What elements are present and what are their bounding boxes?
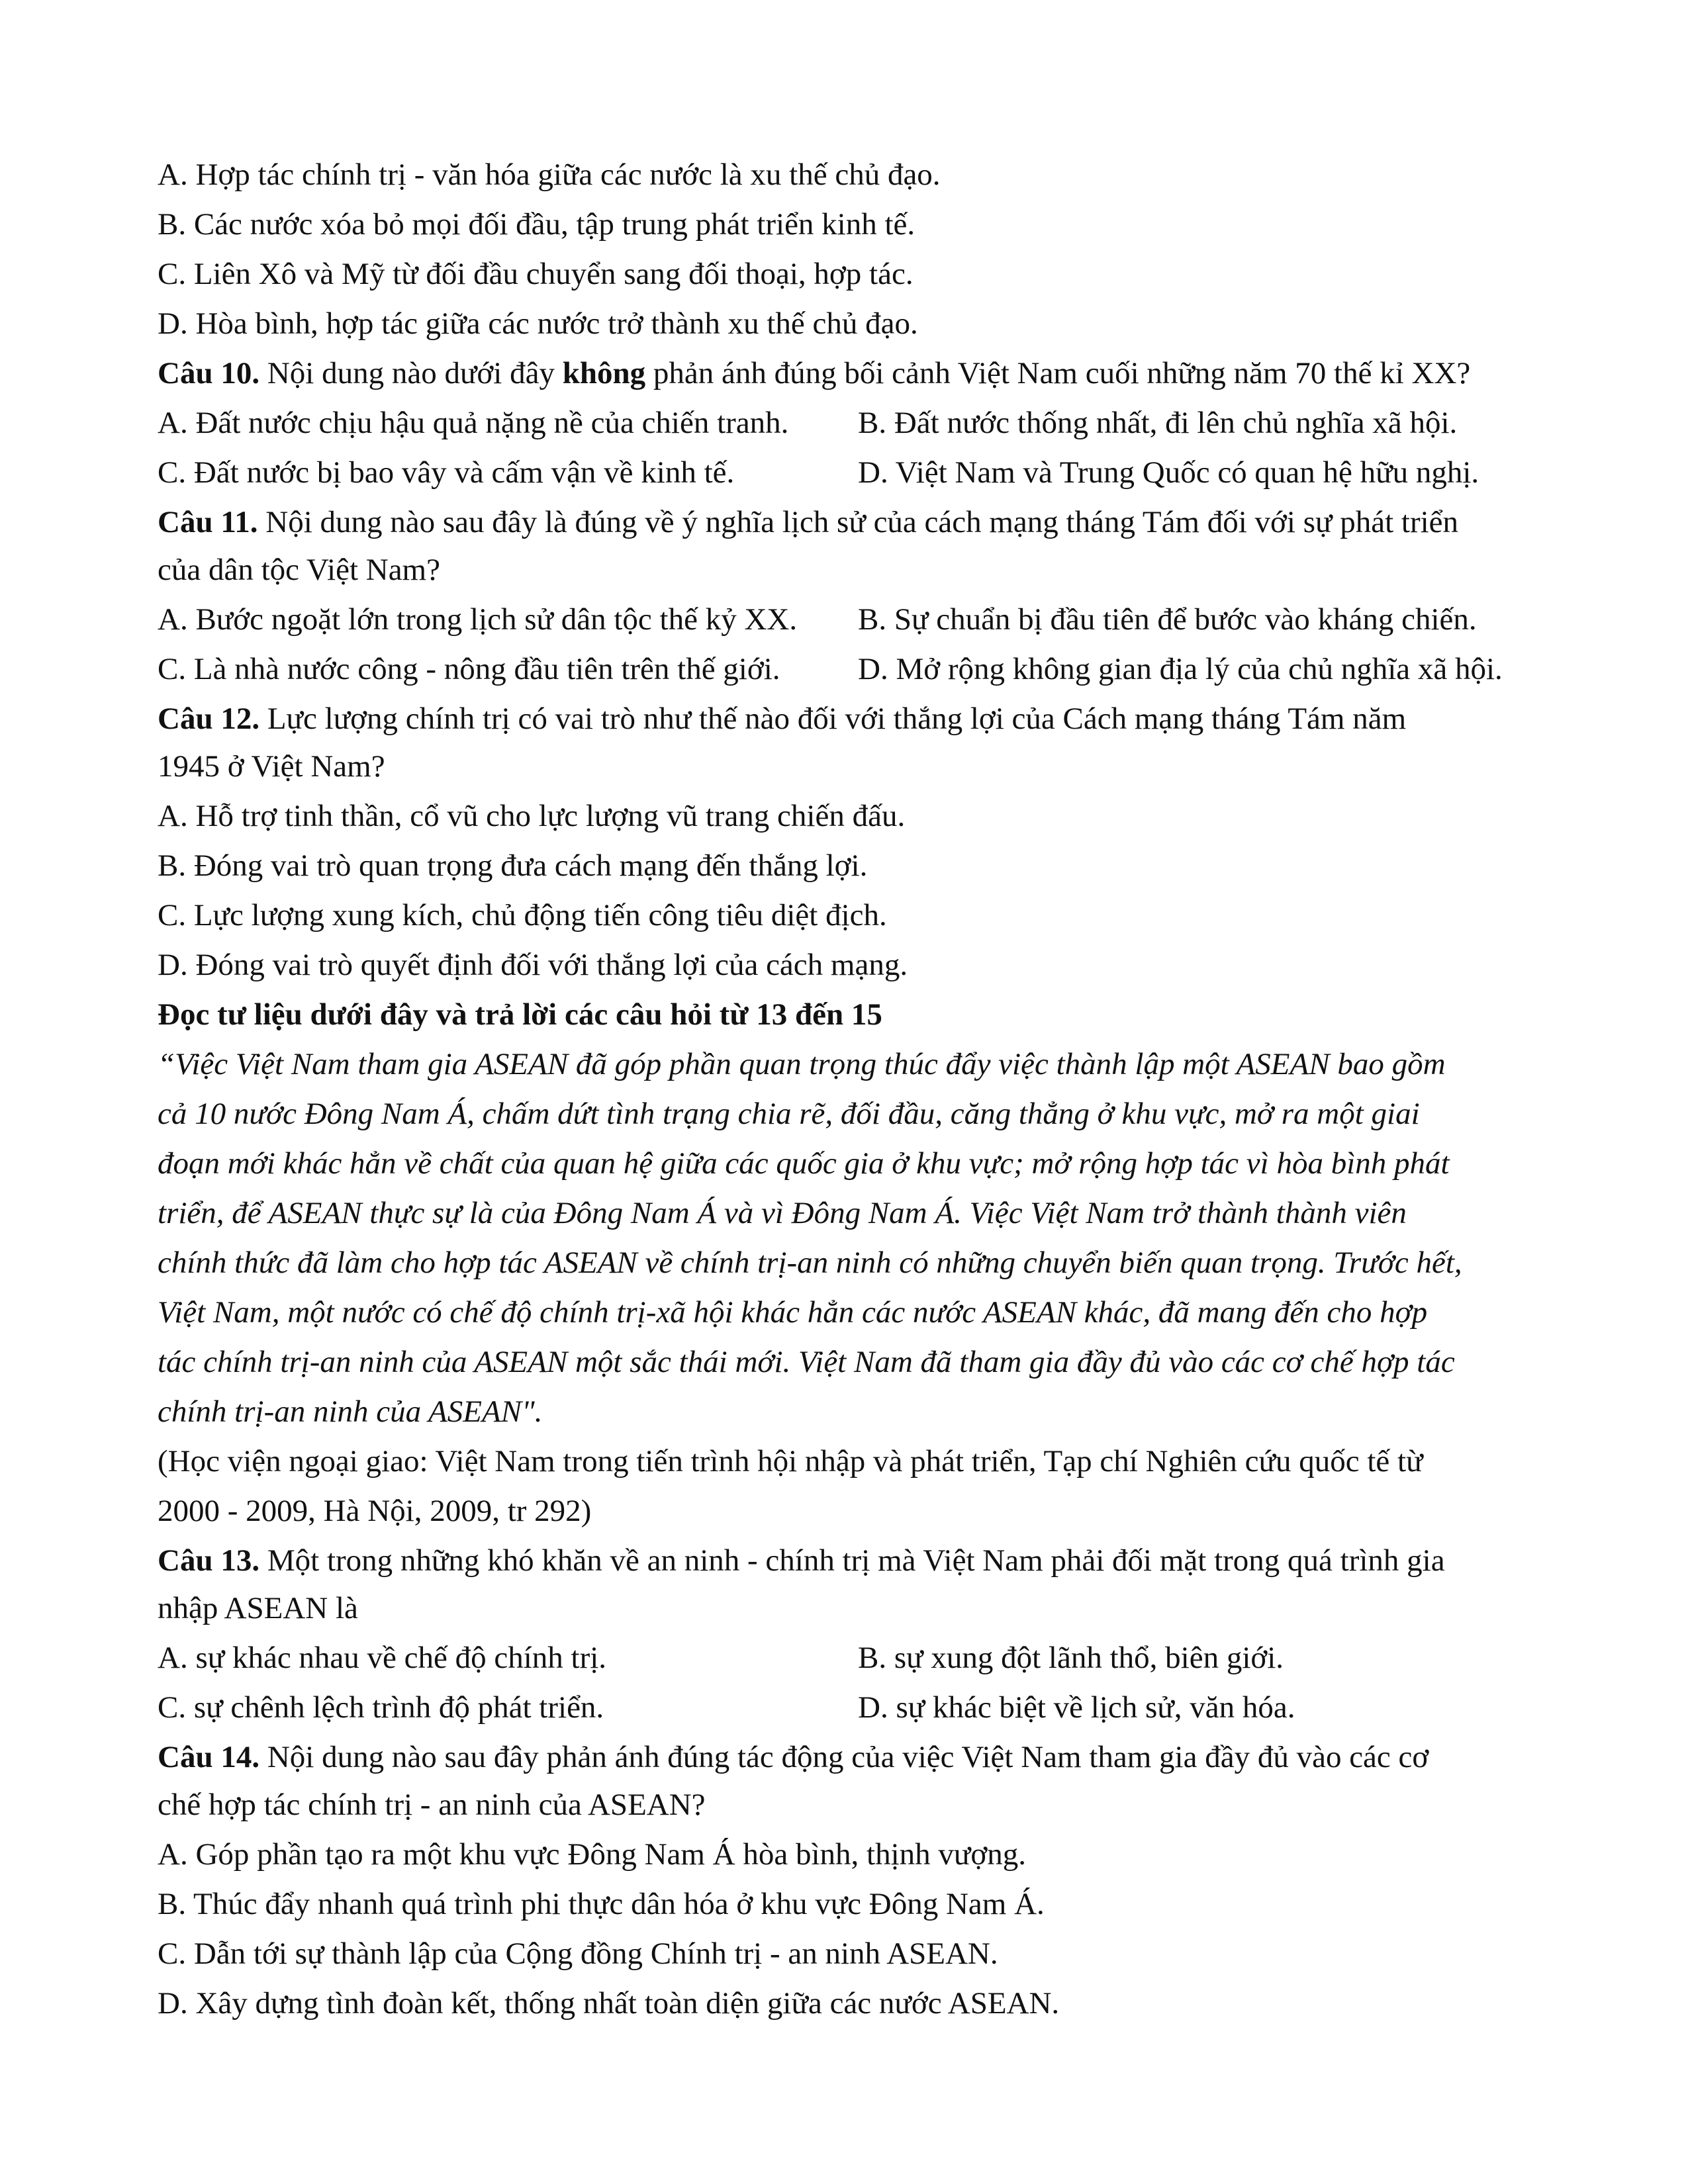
passage-line-6: Việt Nam, một nước có chế độ chính trị-xã hội khác hẳn các nước ASEAN khác, đã mang đến cho hợp (158, 1295, 1428, 1330)
q14-stem-line-2: chế hợp tác chính trị - an ninh của ASEAN? (158, 1788, 706, 1822)
q13-option-d: D. sự khác biệt về lịch sử, văn hóa. (858, 1690, 1295, 1725)
q10-option-c: C. Đất nước bị bao vây và cấm vận về kinh tế. (158, 455, 735, 490)
q12-option-a: A. Hỗ trợ tinh thần, cổ vũ cho lực lượng vũ trang chiến đấu. (158, 799, 906, 833)
q12-number: Câu 12. (158, 702, 260, 736)
passage-line-5: chính thức đã làm cho hợp tác ASEAN về chính trị-an ninh có những chuyển biến quan trọng. Trước hết, (158, 1246, 1462, 1280)
q9-option-c: C. Liên Xô và Mỹ từ đối đầu chuyển sang đối thoại, hợp tác. (158, 257, 914, 291)
q10-number: Câu 10. (158, 356, 260, 390)
passage-line-7: tác chính trị-an ninh của ASEAN một sắc thái mới. Việt Nam đã tham gia đầy đủ vào các cơ chế hợp tác (158, 1345, 1455, 1379)
q14-option-d: D. Xây dựng tình đoàn kết, thống nhất toàn diện giữa các nước ASEAN. (158, 1986, 1060, 2021)
q10-options-row-1 (158, 404, 1541, 441)
q14-option-b: B. Thúc đẩy nhanh quá trình phi thực dân hóa ở khu vực Đông Nam Á. (158, 1887, 1045, 1921)
q13-stem-text: Một trong những khó khăn về an ninh - chính trị mà Việt Nam phải đối mặt trong quá trình gia (259, 1543, 1445, 1578)
q13-option-a: A. sự khác nhau về chế độ chính trị. (158, 1641, 607, 1675)
q13-stem-line-1 (158, 1542, 1541, 1579)
passage-line-2: cả 10 nước Đông Nam Á, chấm dứt tình trạng chia rẽ, đối đầu, căng thẳng ở khu vực, mở ra một giai (158, 1097, 1420, 1131)
q11-option-b: B. Sự chuẩn bị đầu tiên để bước vào kháng chiến. (858, 602, 1477, 637)
q11-stem-line-2: của dân tộc Việt Nam? (158, 553, 440, 587)
q10-option-a: A. Đất nước chịu hậu quả nặng nề của chiến tranh. (158, 406, 789, 440)
q12-stem-text: Lực lượng chính trị có vai trò như thế nào đối với thắng lợi của Cách mạng tháng Tám năm (259, 702, 1407, 736)
q12-stem-line-1 (158, 700, 1541, 737)
q10-stem (158, 355, 1541, 392)
q13-options-row-1 (158, 1639, 1541, 1676)
q13-number: Câu 13. (158, 1543, 260, 1578)
q10-option-b: B. Đất nước thống nhất, đi lên chủ nghĩa xã hội. (858, 406, 1458, 440)
q10-option-d: D. Việt Nam và Trung Quốc có quan hệ hữu nghị. (858, 455, 1479, 490)
q14-stem-text: Nội dung nào sau đây phản ánh đúng tác động của việc Việt Nam tham gia đầy đủ vào các cơ (259, 1740, 1429, 1774)
q9-option-a: A. Hợp tác chính trị - văn hóa giữa các nước là xu thế chủ đạo. (158, 158, 941, 192)
q14-stem-line-1 (158, 1739, 1541, 1776)
passage-line-4: triển, để ASEAN thực sự là của Đông Nam Á và vì Đông Nam Á. Việc Việt Nam trở thành thành viên (158, 1196, 1407, 1230)
passage-source-line-2: 2000 - 2009, Hà Nội, 2009, tr 292) (158, 1494, 592, 1528)
q12-option-c: C. Lực lượng xung kích, chủ động tiến công tiêu diệt địch. (158, 898, 887, 933)
q12-option-d: D. Đóng vai trò quyết định đối với thắng lợi của cách mạng. (158, 948, 908, 982)
q12-stem-line-2: 1945 ở Việt Nam? (158, 749, 385, 784)
q14-option-a: A. Góp phần tạo ra một khu vực Đông Nam Á hòa bình, thịnh vượng. (158, 1837, 1026, 1872)
q11-options-row-2 (158, 651, 1541, 688)
q9-option-b: B. Các nước xóa bỏ mọi đối đầu, tập trung phát triển kinh tế. (158, 207, 915, 242)
reading-instruction: Đọc tư liệu dưới đây và trả lời các câu hỏi từ 13 đến 15 (158, 997, 882, 1032)
passage-line-3: đoạn mới khác hẳn về chất của quan hệ giữa các quốc gia ở khu vực; mở rộng hợp tác vì hòa bình phát (158, 1146, 1450, 1181)
passage-source-line-1: (Học viện ngoại giao: Việt Nam trong tiến trình hội nhập và phát triển, Tạp chí Nghiên cứu quốc tế từ (158, 1444, 1423, 1479)
q11-option-c: C. Là nhà nước công - nông đầu tiên trên thế giới. (158, 652, 780, 686)
q11-options-row-1 (158, 601, 1541, 638)
q10-stem-before: Nội dung nào dưới đây (259, 356, 563, 390)
q11-number: Câu 11. (158, 505, 258, 539)
q10-stem-after: phản ánh đúng bối cảnh Việt Nam cuối những năm 70 thế kỉ XX? (645, 356, 1471, 390)
passage-line-8: chính trị-an ninh của ASEAN". (158, 1394, 543, 1429)
passage-line-1: “Việc Việt Nam tham gia ASEAN đã góp phần quan trọng thúc đẩy việc thành lập một ASEAN bao gồm (158, 1047, 1446, 1081)
q12-option-b: B. Đóng vai trò quan trọng đưa cách mạng đến thắng lợi. (158, 848, 868, 883)
q13-stem-line-2: nhập ASEAN là (158, 1591, 358, 1625)
q11-option-a: A. Bước ngoặt lớn trong lịch sử dân tộc thế kỷ XX. (158, 602, 798, 637)
q11-stem-line-1 (158, 504, 1541, 541)
q11-stem-text: Nội dung nào sau đây là đúng về ý nghĩa lịch sử của cách mạng tháng Tám đối với sự phát triển (258, 505, 1459, 539)
q14-number: Câu 14. (158, 1740, 260, 1774)
q13-option-c: C. sự chênh lệch trình độ phát triển. (158, 1690, 604, 1725)
q14-option-c: C. Dẫn tới sự thành lập của Cộng đồng Chính trị - an ninh ASEAN. (158, 1936, 998, 1971)
q10-stem-emphasis: không (562, 356, 646, 390)
q13-option-b: B. sự xung đột lãnh thổ, biên giới. (858, 1641, 1284, 1675)
q11-option-d: D. Mở rộng không gian địa lý của chủ nghĩa xã hội. (858, 652, 1503, 686)
q10-options-row-2 (158, 454, 1541, 491)
q13-options-row-2 (158, 1689, 1541, 1726)
q9-option-d: D. Hòa bình, hợp tác giữa các nước trở thành xu thế chủ đạo. (158, 306, 918, 341)
